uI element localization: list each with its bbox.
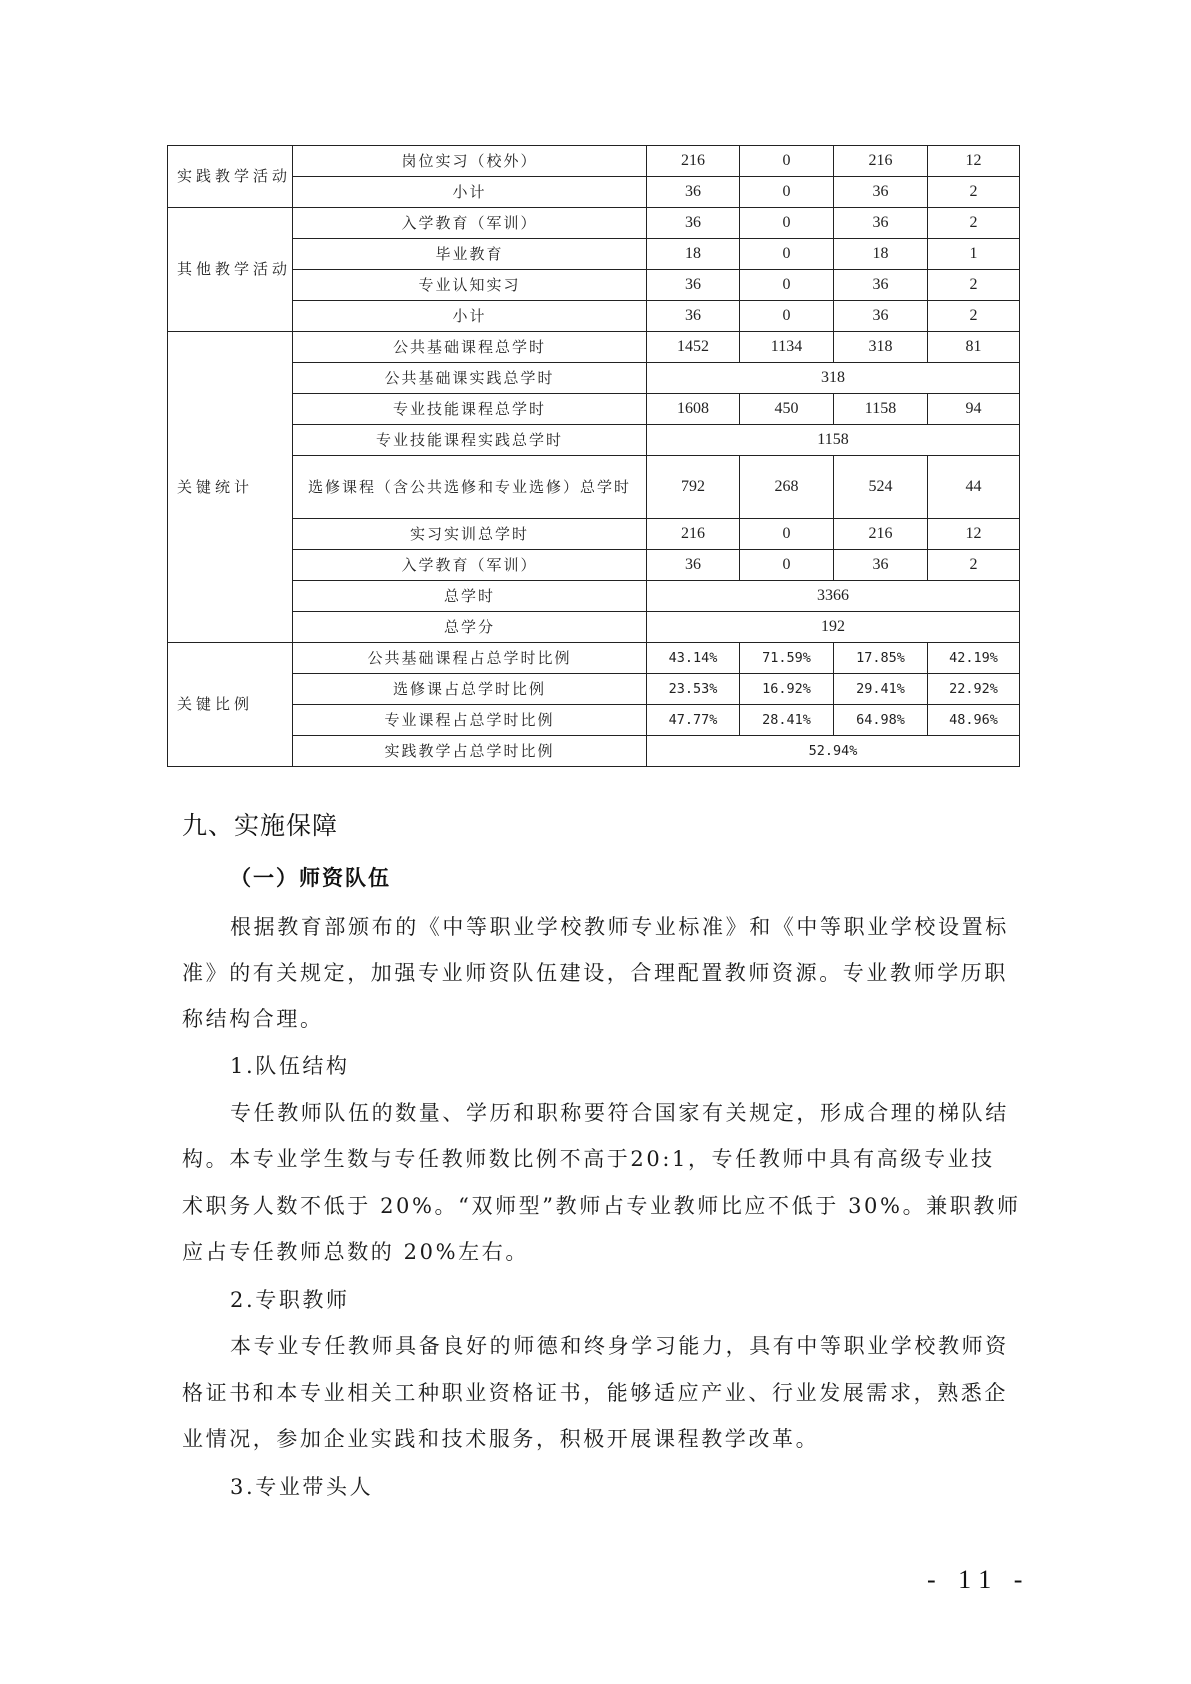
value-cell: 36 [647,208,740,239]
value-cell: 2 [928,301,1020,332]
value-cell: 2 [928,208,1020,239]
item-cell: 专业认知实习 [293,270,647,301]
value-cell: 0 [740,208,834,239]
value-cell: 12 [928,146,1020,177]
item-cell: 选修课程（含公共选修和专业选修）总学时 [293,456,647,519]
value-cell: 0 [740,301,834,332]
value-cell: 23.53% [647,674,740,705]
paragraph-line: 称结构合理。 [182,1007,324,1031]
table-row [168,519,1020,550]
table-row [168,301,1020,332]
item-cell: 选修课占总学时比例 [293,674,647,705]
value-cell: 1 [928,239,1020,270]
value-cell: 47.77% [647,705,740,736]
table-row [168,643,1020,674]
table-row [168,270,1020,301]
value-cell: 71.59% [740,643,834,674]
table-row [168,736,1020,767]
value-cell: 2 [928,550,1020,581]
table-row [168,146,1020,177]
item-cell: 专业技能课程实践总学时 [293,425,647,456]
table-row [168,363,1020,394]
value-cell: 42.19% [928,643,1020,674]
table-row [168,581,1020,612]
value-cell: 1134 [740,332,834,363]
item-cell: 实践教学占总学时比例 [293,736,647,767]
table-row [168,332,1020,363]
table-row [168,456,1020,519]
category-cell: 其他教学活动 [168,208,293,332]
value-cell: 36 [647,550,740,581]
category-cell: 关键统计 [168,332,293,643]
value-cell: 318 [834,332,928,363]
value-cell: 216 [834,519,928,550]
value-cell: 450 [740,394,834,425]
value-cell: 18 [647,239,740,270]
value-cell: 12 [928,519,1020,550]
value-cell: 2 [928,270,1020,301]
table-row [168,177,1020,208]
value-cell: 216 [647,146,740,177]
value-cell: 1608 [647,394,740,425]
table-row [168,674,1020,705]
value-cell: 2 [928,177,1020,208]
merged-value-cell: 1158 [647,425,1020,456]
merged-value-cell: 318 [647,363,1020,394]
table-row [168,208,1020,239]
item-cell: 总学时 [293,581,647,612]
merged-value-cell: 192 [647,612,1020,643]
paragraph-line: 应占专任教师总数的 20%左右。 [182,1240,529,1264]
merged-value-cell: 52.94% [647,736,1020,767]
value-cell: 48.96% [928,705,1020,736]
page-number: - 11 - [927,1565,1031,1594]
table-row [168,550,1020,581]
paragraph-line: 术职务人数不低于 20%。“双师型”教师占专业教师比应不低于 30%。兼职教师 [182,1194,1021,1218]
item-cell: 实习实训总学时 [293,519,647,550]
table-row [168,425,1020,456]
value-cell: 216 [834,146,928,177]
value-cell: 1158 [834,394,928,425]
section-heading: 九、实施保障 [182,811,339,840]
subsection-heading: （一）师资队伍 [230,866,391,890]
item-cell: 入学教育（军训） [293,208,647,239]
item-cell: 总学分 [293,612,647,643]
value-cell: 36 [647,270,740,301]
value-cell: 0 [740,270,834,301]
paragraph-line: 本专业专任教师具备良好的师德和终身学习能力，具有中等职业学校教师资 [230,1334,1009,1358]
item-cell: 毕业教育 [293,239,647,270]
value-cell: 28.41% [740,705,834,736]
value-cell: 524 [834,456,928,519]
value-cell: 0 [740,146,834,177]
item-cell: 小计 [293,177,647,208]
value-cell: 44 [928,456,1020,519]
item-cell: 专业课程占总学时比例 [293,705,647,736]
item-cell: 公共基础课程总学时 [293,332,647,363]
value-cell: 29.41% [834,674,928,705]
value-cell: 36 [834,177,928,208]
curriculum-hours-table [167,145,1020,767]
item-cell: 公共基础课程占总学时比例 [293,643,647,674]
value-cell: 216 [647,519,740,550]
value-cell: 22.92% [928,674,1020,705]
paragraph-line: 构。本专业学生数与专任教师数比例不高于20:1，专任教师中具有高级专业技 [182,1147,995,1171]
paragraph-line: 格证书和本专业相关工种职业资格证书，能够适应产业、行业发展需求，熟悉企 [182,1381,1008,1405]
value-cell: 36 [834,270,928,301]
value-cell: 36 [834,208,928,239]
value-cell: 36 [647,177,740,208]
value-cell: 0 [740,239,834,270]
value-cell: 0 [740,550,834,581]
item-cell: 小计 [293,301,647,332]
item-heading: 2.专职教师 [230,1288,350,1312]
item-cell: 岗位实习（校外） [293,146,647,177]
value-cell: 17.85% [834,643,928,674]
value-cell: 268 [740,456,834,519]
value-cell: 81 [928,332,1020,363]
item-cell: 专业技能课程总学时 [293,394,647,425]
category-cell: 关键比例 [168,643,293,767]
item-heading: 3.专业带头人 [230,1475,374,1499]
value-cell: 0 [740,519,834,550]
table-row [168,239,1020,270]
paragraph-line: 业情况，参加企业实践和技术服务，积极开展课程教学改革。 [182,1427,820,1451]
item-cell: 入学教育（军训） [293,550,647,581]
table-row [168,394,1020,425]
table-row [168,705,1020,736]
value-cell: 36 [647,301,740,332]
value-cell: 792 [647,456,740,519]
value-cell: 94 [928,394,1020,425]
item-cell: 公共基础课实践总学时 [293,363,647,394]
paragraph-line: 准》的有关规定，加强专业师资队伍建设，合理配置教师资源。专业教师学历职 [182,961,1008,985]
value-cell: 18 [834,239,928,270]
value-cell: 36 [834,301,928,332]
merged-value-cell: 3366 [647,581,1020,612]
value-cell: 0 [740,177,834,208]
value-cell: 43.14% [647,643,740,674]
value-cell: 1452 [647,332,740,363]
value-cell: 64.98% [834,705,928,736]
value-cell: 16.92% [740,674,834,705]
table-row [168,612,1020,643]
paragraph-line: 专任教师队伍的数量、学历和职称要符合国家有关规定，形成合理的梯队结 [230,1101,1009,1125]
paragraph-line: 根据教育部颁布的《中等职业学校教师专业标准》和《中等职业学校设置标 [230,915,1009,939]
item-heading: 1.队伍结构 [230,1054,350,1078]
value-cell: 36 [834,550,928,581]
category-cell: 实践教学活动 [168,146,293,208]
